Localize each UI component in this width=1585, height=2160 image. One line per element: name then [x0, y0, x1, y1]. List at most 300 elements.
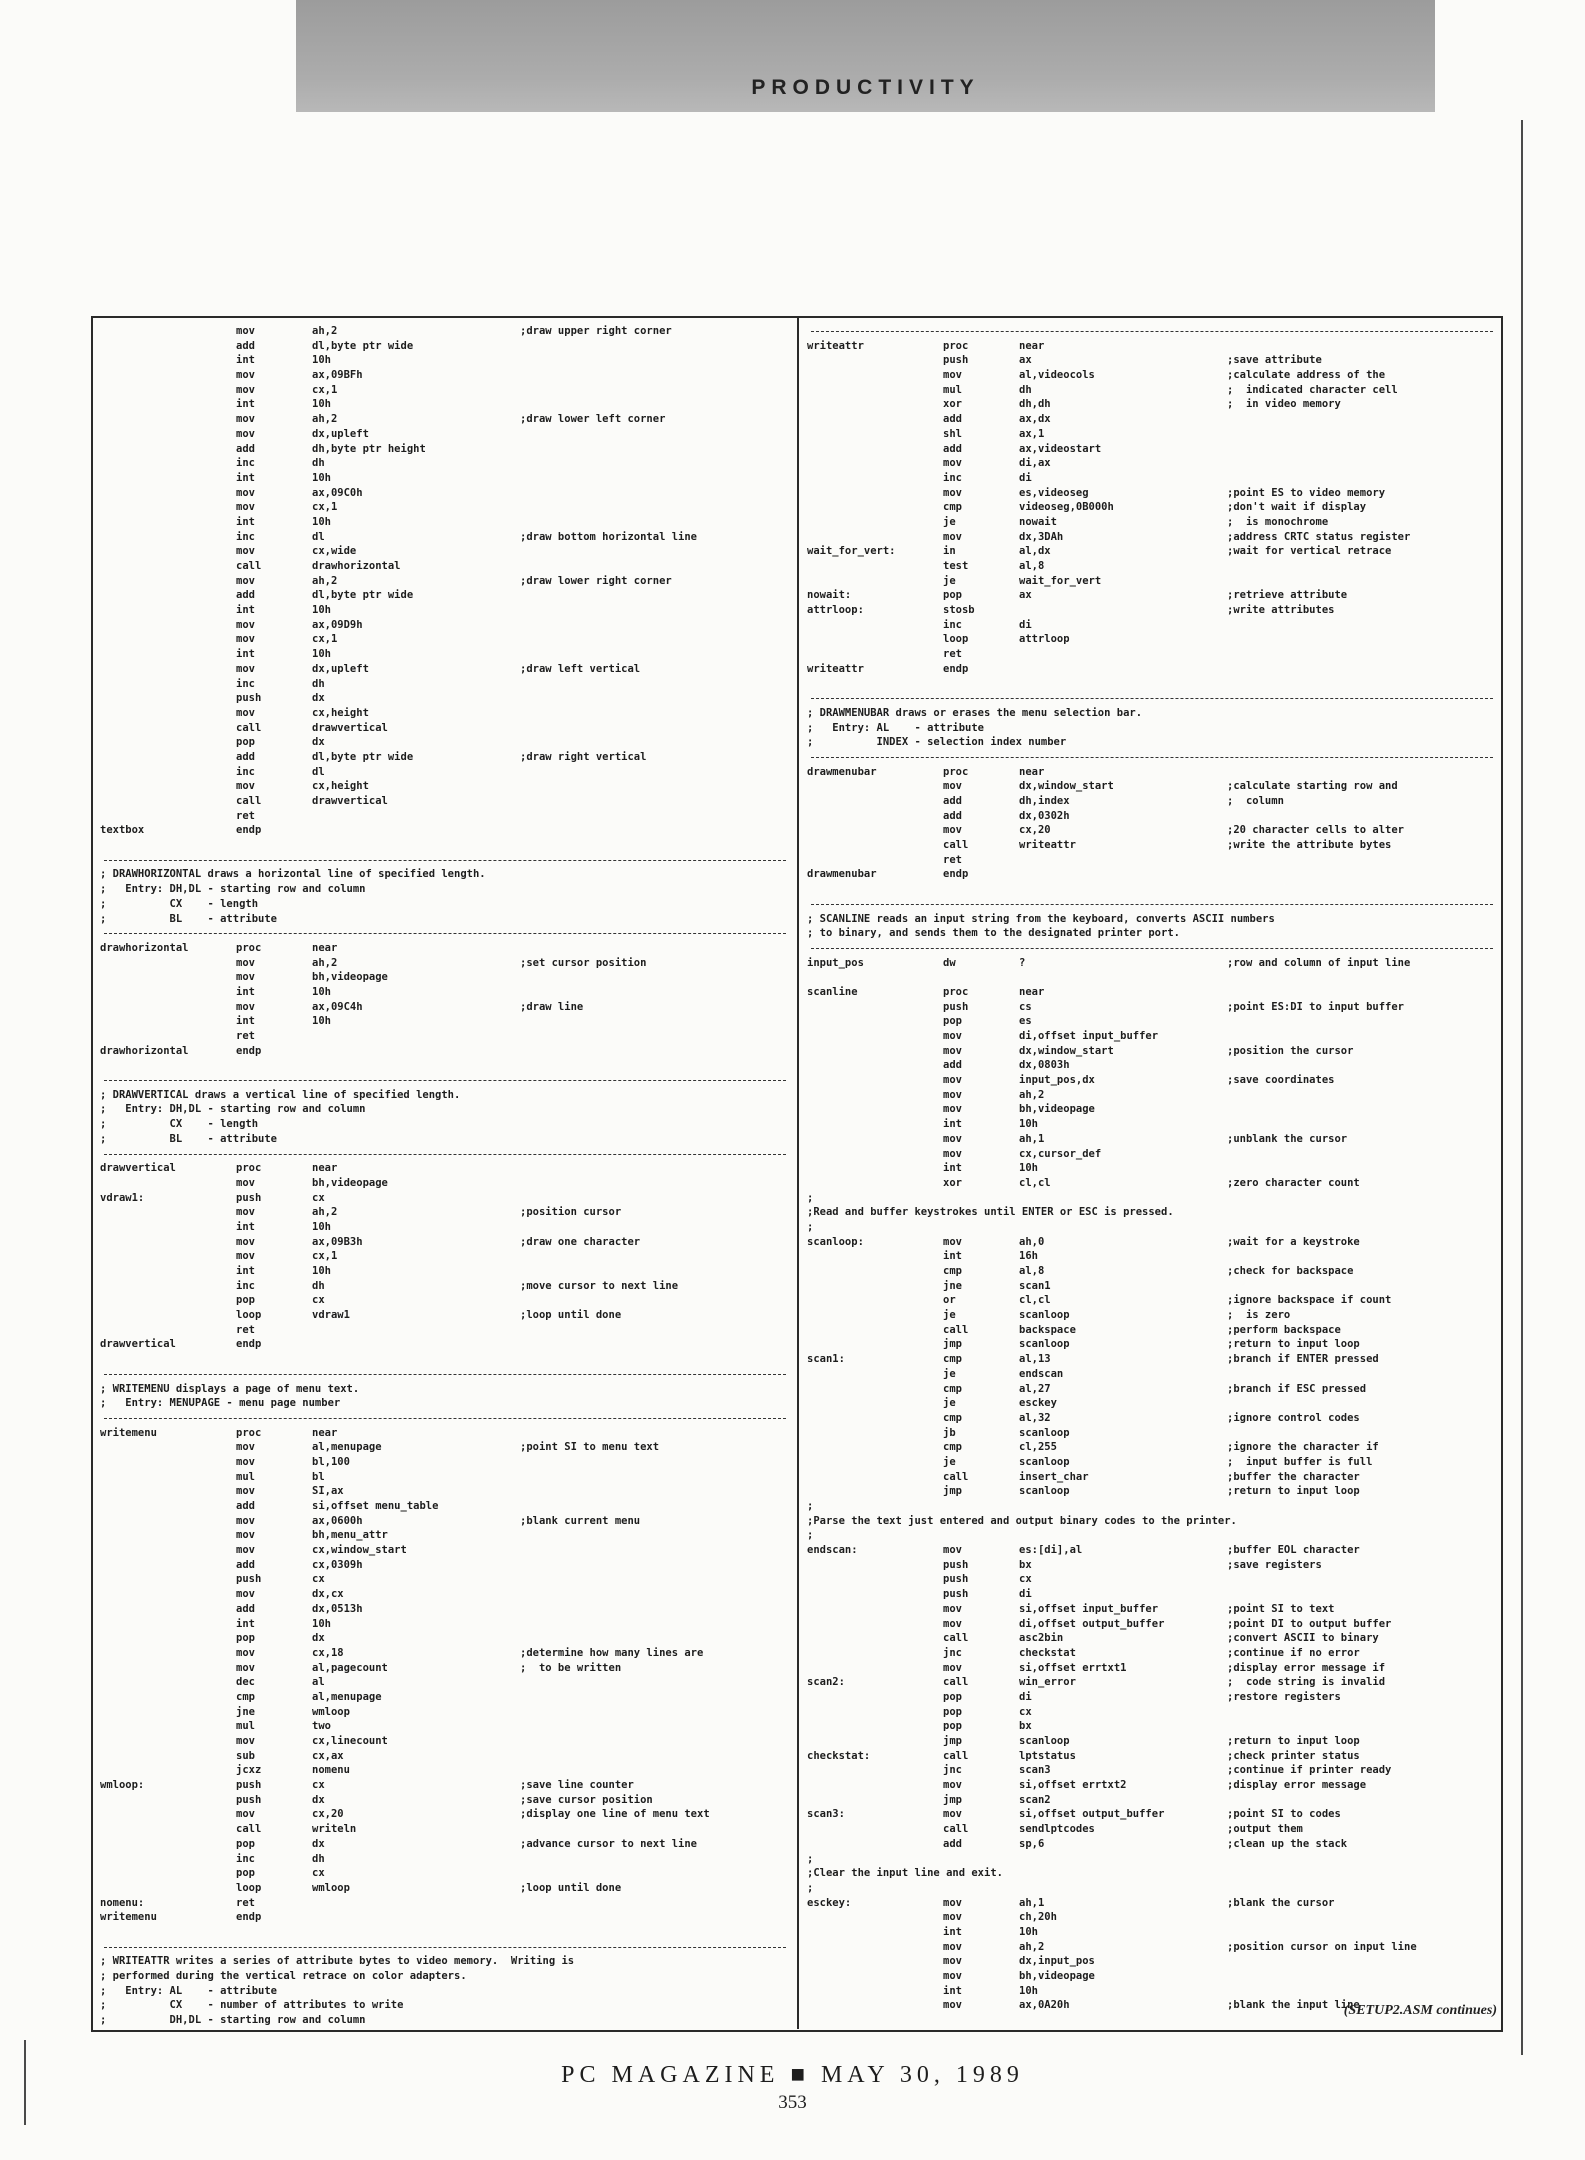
code-line [807, 1852, 1497, 1867]
code-mnemonic: mov [236, 413, 255, 426]
code-line [807, 1896, 1497, 1911]
code-comment: ;write attributes [1227, 604, 1335, 617]
code-mnemonic: mov [943, 1661, 962, 1674]
code-line [807, 1514, 1497, 1529]
code-mnemonic: mov [943, 1044, 962, 1057]
code-mnemonic: endp [236, 1044, 262, 1057]
code-operand: dx,0302h [1019, 809, 1070, 822]
code-comment: ;ignore backspace if count [1227, 1294, 1392, 1307]
code-line [100, 456, 790, 471]
code-operand: scanloop [1019, 1455, 1070, 1468]
code-mnemonic: cmp [236, 1690, 255, 1703]
code-line [807, 1161, 1497, 1176]
code-comment: ;position the cursor [1227, 1044, 1354, 1057]
code-line [100, 1279, 790, 1294]
code-line [807, 1807, 1497, 1822]
code-line [100, 1044, 790, 1059]
code-mnemonic: mov [943, 1147, 962, 1160]
code-line [100, 1617, 790, 1632]
code-operand: al [312, 1676, 325, 1689]
code-mnemonic: loop [236, 1309, 262, 1322]
code-mnemonic: je [943, 1367, 956, 1380]
code-operand: dx,0513h [312, 1602, 363, 1615]
code-mnemonic: mov [943, 1030, 962, 1042]
code-line [100, 1572, 790, 1587]
code-mnemonic: mov [236, 1176, 255, 1189]
code-line [100, 1631, 790, 1646]
code-mnemonic: pop [943, 1705, 962, 1718]
code-comment: ;draw lower left corner [520, 413, 666, 426]
code-mnemonic: call [236, 560, 262, 572]
code-label: nomenu: [100, 1896, 145, 1909]
code-operand: near [312, 1162, 338, 1175]
code-operand: cx [1019, 1705, 1032, 1718]
code-line [807, 515, 1497, 530]
code-line [807, 1279, 1497, 1294]
code-line [100, 588, 790, 603]
code-comment: ;continue if no error [1227, 1646, 1360, 1659]
code-operand: drawvertical [312, 795, 388, 807]
comment-separator [807, 941, 1497, 956]
code-mnemonic: mov [236, 1235, 255, 1248]
code-operand: scan1 [1019, 1279, 1051, 1292]
code-mnemonic: add [943, 809, 962, 822]
code-line [807, 1587, 1497, 1602]
code-line [100, 397, 790, 412]
code-line [807, 1293, 1497, 1308]
code-operand: cx [312, 1573, 325, 1586]
code-comment: ;branch if ESC pressed [1227, 1382, 1367, 1395]
code-line [100, 1102, 790, 1117]
code-operand: cx [312, 1294, 325, 1307]
code-line [100, 912, 790, 927]
code-mnemonic: proc [943, 765, 969, 778]
code-line [100, 1719, 790, 1734]
code-mnemonic: mov [943, 1896, 962, 1909]
code-mnemonic: mov [236, 383, 255, 396]
code-mnemonic: endp [943, 662, 969, 675]
code-operand: 10h [312, 1265, 331, 1277]
code-line [807, 677, 1497, 692]
code-mnemonic: add [236, 1558, 255, 1571]
code-line [807, 647, 1497, 662]
code-operand: writeln [312, 1823, 357, 1836]
code-operand: dh [312, 677, 325, 690]
code-mnemonic: proc [236, 1426, 262, 1439]
code-mnemonic: mov [236, 427, 255, 440]
code-line [807, 1661, 1497, 1676]
code-comment: ;save attribute [1227, 354, 1322, 367]
comment-separator [100, 1940, 790, 1955]
code-line [807, 735, 1497, 750]
code-label: ;Read and buffer keystrokes until ENTER or ESC is pressed. [807, 1206, 1174, 1219]
code-operand: cx [312, 1191, 325, 1204]
code-line [100, 1014, 790, 1029]
code-operand: es:[di],al [1019, 1544, 1083, 1557]
code-comment: ;blank the input line [1227, 1999, 1360, 2012]
code-mnemonic: mul [236, 1720, 255, 1733]
code-operand: sp,6 [1019, 1837, 1045, 1850]
code-line [807, 1499, 1497, 1514]
code-line [100, 1778, 790, 1793]
code-line [807, 486, 1497, 501]
code-operand: scan2 [1019, 1793, 1051, 1806]
code-label: ; CX - length [100, 1118, 259, 1131]
code-line [807, 1617, 1497, 1632]
code-line [807, 662, 1497, 677]
code-mnemonic: mov [943, 1617, 962, 1630]
code-operand: dh [312, 1852, 325, 1865]
code-comment: ;blank current menu [520, 1514, 641, 1527]
code-line [807, 985, 1497, 1000]
code-mnemonic: mov [236, 618, 255, 631]
code-operand: lptstatus [1019, 1749, 1076, 1762]
code-operand: cl,cl [1019, 1176, 1051, 1189]
code-line [100, 1337, 790, 1352]
code-line [100, 1705, 790, 1720]
code-mnemonic: pop [943, 1690, 962, 1703]
code-comment: ;ignore the character if [1227, 1441, 1379, 1454]
code-line [100, 442, 790, 457]
code-line [100, 603, 790, 618]
code-line [100, 1396, 790, 1411]
code-mnemonic: mov [943, 1132, 962, 1145]
code-comment: ; column [1227, 795, 1284, 807]
code-operand: drawhorizontal [312, 560, 401, 572]
code-mnemonic: pop [236, 1867, 255, 1880]
code-operand: scanloop [1019, 1309, 1070, 1322]
code-mnemonic: mov [236, 545, 255, 558]
code-label: scan1: [807, 1353, 845, 1366]
code-operand: ax,1 [1019, 427, 1045, 440]
code-mnemonic: mov [943, 1103, 962, 1116]
code-operand: 10h [312, 648, 331, 661]
code-operand: ah,1 [1019, 1132, 1045, 1145]
code-operand: 10h [1019, 1925, 1038, 1938]
code-comment: ;ignore control codes [1227, 1411, 1360, 1424]
code-line [807, 1220, 1497, 1235]
code-mnemonic: call [236, 721, 262, 734]
code-label: ; SCANLINE reads an input string from the keyboard, converts ASCII numbers [807, 912, 1275, 925]
code-line [807, 1132, 1497, 1147]
code-operand: dl [312, 765, 325, 778]
code-operand: ax,videostart [1019, 442, 1102, 455]
code-label: vdraw1: [100, 1191, 145, 1204]
code-mnemonic: push [236, 1793, 262, 1806]
code-mnemonic: mov [943, 1235, 962, 1248]
code-line [100, 838, 790, 853]
code-line [100, 1602, 790, 1617]
code-operand: dl,byte ptr wide [312, 339, 414, 352]
code-line [100, 809, 790, 824]
code-mnemonic: endp [236, 1338, 262, 1351]
code-operand: ah,0 [1019, 1235, 1045, 1248]
code-mnemonic: mov [236, 486, 255, 499]
code-comment: ;set cursor position [520, 956, 647, 969]
code-line [100, 1235, 790, 1250]
code-mnemonic: call [943, 1632, 969, 1645]
code-mnemonic: add [236, 442, 255, 455]
code-line [807, 1396, 1497, 1411]
code-line [100, 1029, 790, 1044]
code-mnemonic: push [236, 1191, 262, 1204]
code-operand: 10h [312, 1220, 331, 1233]
code-mnemonic: loop [943, 633, 969, 646]
code-line [807, 1088, 1497, 1103]
code-mnemonic: jne [943, 1279, 962, 1292]
code-mnemonic: push [943, 1000, 969, 1013]
code-mnemonic: mov [943, 530, 962, 543]
code-line [100, 1382, 790, 1397]
code-line [807, 1954, 1497, 1969]
code-comment: ;point SI to codes [1227, 1808, 1341, 1821]
code-operand: dx,input_pos [1019, 1955, 1095, 1968]
code-operand: asc2bin [1019, 1632, 1064, 1645]
code-operand: scanloop [1019, 1426, 1070, 1439]
code-mnemonic: inc [236, 1279, 255, 1292]
code-line [100, 1514, 790, 1529]
code-line [100, 1426, 790, 1441]
code-mnemonic: jmp [943, 1793, 962, 1806]
section-label: PRODUCTIVITY [751, 76, 980, 99]
code-mnemonic: int [236, 604, 255, 617]
code-comment: ;point ES:DI to input buffer [1227, 1000, 1405, 1013]
code-mnemonic: int [236, 985, 255, 998]
code-line [807, 1558, 1497, 1573]
code-operand: ax,0A20h [1019, 1999, 1070, 2012]
code-line [807, 442, 1497, 457]
code-comment: ;save line counter [520, 1779, 634, 1792]
code-operand: cx,ax [312, 1749, 344, 1762]
code-mnemonic: call [943, 1470, 969, 1483]
code-operand: al,menupage [312, 1690, 382, 1703]
code-mnemonic: mov [236, 706, 255, 719]
code-mnemonic: ret [943, 853, 962, 866]
code-operand: endscan [1019, 1367, 1064, 1380]
code-comment: ;determine how many lines are [520, 1646, 704, 1659]
code-comment: ;draw lower right corner [520, 574, 672, 587]
code-comment: ;buffer the character [1227, 1470, 1360, 1483]
code-line [100, 750, 790, 765]
code-comment: ; to be written [520, 1661, 622, 1674]
code-operand: al,menupage [312, 1441, 382, 1454]
code-line [100, 941, 790, 956]
code-mnemonic: int [236, 354, 255, 367]
code-comment: ;convert ASCII to binary [1227, 1632, 1379, 1645]
code-line [807, 970, 1497, 985]
code-mnemonic: int [943, 1925, 962, 1938]
code-mnemonic: mov [236, 1455, 255, 1468]
code-line [807, 1484, 1497, 1499]
code-mnemonic: test [943, 560, 969, 572]
code-label: ; [807, 1220, 814, 1233]
code-mnemonic: mul [943, 383, 962, 396]
code-mnemonic: mov [943, 369, 962, 382]
code-operand: cx,height [312, 706, 369, 719]
code-label: nowait: [807, 589, 852, 602]
code-line [100, 1763, 790, 1778]
code-mnemonic: mov [236, 633, 255, 646]
code-line [807, 1543, 1497, 1558]
code-operand: ah,2 [1019, 1088, 1045, 1101]
code-mnemonic: call [943, 839, 969, 852]
code-line [100, 618, 790, 633]
code-operand: bh,videopage [1019, 1103, 1095, 1116]
code-operand: SI,ax [312, 1485, 344, 1498]
code-comment: ;loop until done [520, 1309, 622, 1322]
code-mnemonic: shl [943, 427, 962, 440]
code-operand: vdraw1 [312, 1309, 350, 1322]
code-comment: ;unblank the cursor [1227, 1132, 1348, 1145]
code-label: ; Entry: MENUPAGE - menu page number [100, 1397, 341, 1410]
code-operand: ah,2 [312, 956, 338, 969]
code-line [100, 1661, 790, 1676]
code-label: scanline [807, 985, 858, 998]
code-operand: ax,09BFh [312, 369, 363, 382]
code-line [807, 412, 1497, 427]
code-line [100, 765, 790, 780]
code-comment: ;draw left vertical [520, 662, 641, 675]
code-operand: dx [312, 736, 325, 749]
code-line [100, 1646, 790, 1661]
code-mnemonic: mov [236, 325, 255, 337]
code-operand: near [1019, 765, 1045, 778]
code-operand: cl,cl [1019, 1294, 1051, 1307]
code-line [807, 530, 1497, 545]
code-comment: ;save cursor position [520, 1793, 653, 1806]
code-line [100, 1954, 790, 1969]
code-label: scan2: [807, 1676, 845, 1689]
code-mnemonic: mov [236, 501, 255, 514]
code-operand: ax,09C0h [312, 486, 363, 499]
code-comment: ;advance cursor to next line [520, 1837, 698, 1850]
code-operand: cx,20 [312, 1808, 344, 1821]
code-operand: dl,byte ptr wide [312, 589, 414, 602]
code-operand: 10h [312, 354, 331, 367]
code-mnemonic: stosb [943, 604, 975, 617]
code-operand: al,8 [1019, 560, 1045, 572]
code-comment: ;point DI to output buffer [1227, 1617, 1392, 1630]
code-mnemonic: je [943, 1397, 956, 1410]
code-comment: ;row and column of input line [1227, 956, 1411, 969]
code-mnemonic: proc [236, 941, 262, 954]
code-label: drawmenubar [807, 868, 877, 881]
code-operand: si,offset input_buffer [1019, 1602, 1159, 1615]
code-line [100, 1176, 790, 1191]
code-label: writemenu [100, 1911, 157, 1924]
code-comment: ;don't wait if display [1227, 501, 1367, 514]
code-label: ; DRAWMENUBAR draws or erases the menu selection bar. [807, 706, 1143, 719]
code-comment: ;wait for vertical retrace [1227, 545, 1392, 558]
code-comment: ;display one line of menu text [520, 1808, 710, 1821]
code-label: ; performed during the vertical retrace on color adapters. [100, 1970, 467, 1982]
code-line [100, 867, 790, 882]
code-operand: dl,byte ptr wide [312, 750, 414, 763]
code-line [807, 353, 1497, 368]
code-operand: ax,0600h [312, 1514, 363, 1527]
code-comment: ; code string is invalid [1227, 1676, 1386, 1689]
code-line [100, 1852, 790, 1867]
code-mnemonic: mov [943, 824, 962, 837]
comment-separator [807, 897, 1497, 912]
code-mnemonic: cmp [943, 1411, 962, 1424]
code-line [100, 1352, 790, 1367]
code-line [100, 1161, 790, 1176]
code-operand: nomenu [312, 1764, 350, 1777]
margin-rule-right [1521, 120, 1523, 2055]
code-mnemonic: cmp [943, 1265, 962, 1277]
code-operand: dh [312, 1279, 325, 1292]
code-label: drawhorizontal [100, 941, 189, 954]
code-line [807, 1102, 1497, 1117]
code-line [807, 926, 1497, 941]
code-comment: ;branch if ENTER pressed [1227, 1353, 1379, 1366]
code-line [807, 471, 1497, 486]
code-mnemonic: inc [236, 765, 255, 778]
code-operand: di,offset output_buffer [1019, 1617, 1165, 1630]
code-mnemonic: int [943, 1984, 962, 1997]
code-operand: 10h [312, 604, 331, 617]
code-label: ; [807, 1881, 814, 1894]
code-mnemonic: or [943, 1294, 956, 1307]
code-mnemonic: inc [236, 457, 255, 470]
code-label: ;Parse the text just entered and output binary codes to the printer. [807, 1514, 1237, 1527]
code-mnemonic: add [236, 1602, 255, 1615]
code-mnemonic: mov [236, 1485, 255, 1498]
code-line [807, 1969, 1497, 1984]
code-line [100, 897, 790, 912]
code-operand: 10h [312, 1015, 331, 1028]
code-line [807, 1147, 1497, 1162]
code-label: ;Clear the input line and exit. [807, 1867, 1003, 1880]
code-line [807, 1000, 1497, 1015]
code-operand: cx,1 [312, 501, 338, 514]
code-comment: ;buffer EOL character [1227, 1544, 1360, 1557]
code-label: scan3: [807, 1808, 845, 1821]
code-operand: ax,dx [1019, 413, 1051, 426]
code-comment: ;check for backspace [1227, 1265, 1354, 1277]
code-operand: ah,2 [312, 574, 338, 587]
code-mnemonic: add [236, 339, 255, 352]
code-label: input_pos [807, 956, 864, 969]
code-mnemonic: dec [236, 1676, 255, 1689]
footer-masthead: PC MAGAZINE ■ MAY 30, 1989 [561, 2062, 1024, 2088]
code-line [807, 1763, 1497, 1778]
code-line [807, 1881, 1497, 1896]
code-operand: scanloop [1019, 1735, 1070, 1747]
code-line [807, 1925, 1497, 1940]
code-mnemonic: int [236, 1265, 255, 1277]
code-line [100, 486, 790, 501]
comment-separator [807, 691, 1497, 706]
comment-separator [100, 1367, 790, 1382]
code-line [807, 1940, 1497, 1955]
code-comment: ;position cursor on input line [1227, 1940, 1417, 1953]
code-line [807, 1044, 1497, 1059]
code-operand: 10h [1019, 1118, 1038, 1131]
code-comment: ;retrieve attribute [1227, 589, 1348, 602]
code-line [807, 706, 1497, 721]
code-line [807, 853, 1497, 868]
code-line [807, 882, 1497, 897]
code-line [100, 721, 790, 736]
code-line [807, 838, 1497, 853]
code-mnemonic: proc [943, 985, 969, 998]
code-operand: cx,linecount [312, 1735, 388, 1747]
code-label: endscan: [807, 1544, 858, 1557]
code-mnemonic: pop [236, 736, 255, 749]
code-line [100, 691, 790, 706]
